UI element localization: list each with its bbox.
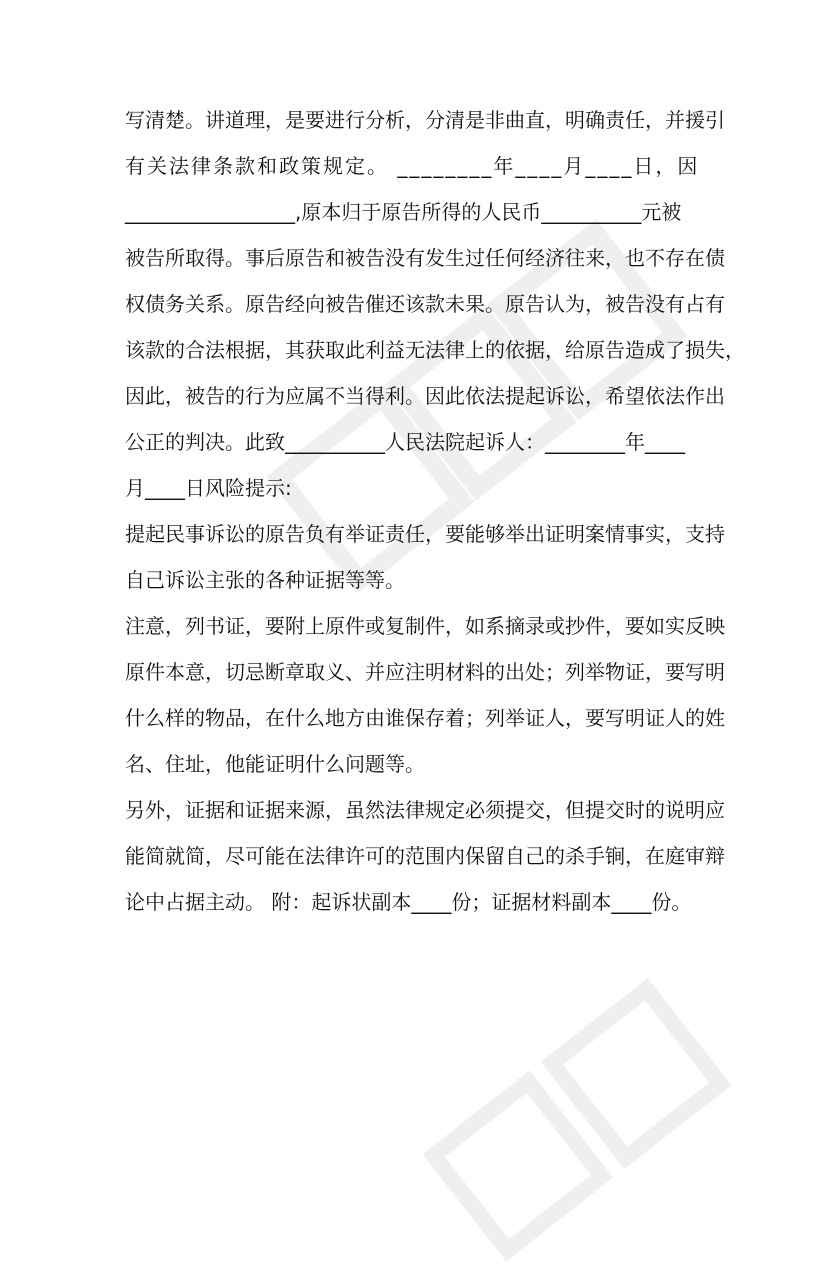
watermark (413, 949, 766, 1275)
text-line: 论中占据主动。 附：起诉状副本____份；证据材料副本____份。 (125, 890, 692, 914)
text-line: 名、住址，他能证明什么问题等。 (125, 752, 425, 776)
text-line: 自己诉讼主张的各种证据等等。 (125, 568, 405, 592)
text-line: 该款的合法根据，其获取此利益无法律上的依据，给原告造成了损失， (125, 338, 745, 362)
text-line: 月____日风险提示: (125, 476, 292, 500)
text-line: 能简就简，尽可能在法律许可的范围内保留自己的杀手锏，在庭审辩 (125, 844, 725, 868)
text-line: 提起民事诉讼的原告负有举证责任，要能够举出证明案情事实，支持 (125, 522, 725, 546)
text-line: 权债务关系。原告经向被告催还该款未果。原告认为，被告没有占有 (125, 292, 725, 316)
text-line: 公正的判决。此致__________人民法院起诉人：________年____ (125, 430, 685, 454)
text-line: 有关法律条款和政策规定。 ________年____月____日，因 (125, 154, 700, 178)
text-line: 因此，被告的行为应属不当得利。因此依法提起诉讼，希望依法作出 (125, 384, 725, 408)
text-line: 写清楚。讲道理，是要进行分析，分清是非曲直，明确责任，并援引 (125, 108, 725, 132)
text-line: 原件本意，切忌断章取义、并应注明材料的出处；列举物证，要写明 (125, 660, 725, 684)
text-line: 注意，列书证，要附上原件或复制件，如系摘录或抄件，要如实反映 (125, 614, 725, 638)
watermark-shape (413, 949, 764, 1272)
text-line: _________________,原本归于原告所得的人民币__________元被 (125, 200, 682, 224)
text-line: 什么样的物品，在什么地方由谁保存着；列举证人，要写明证人的姓 (125, 706, 725, 730)
text-line: 另外，证据和证据来源，虽然法律规定必须提交，但提交时的说明应 (125, 798, 725, 822)
text-line: 被告所取得。事后原告和被告没有发生过任何经济往来，也不存在债 (125, 246, 725, 270)
document-body (125, 107, 745, 935)
